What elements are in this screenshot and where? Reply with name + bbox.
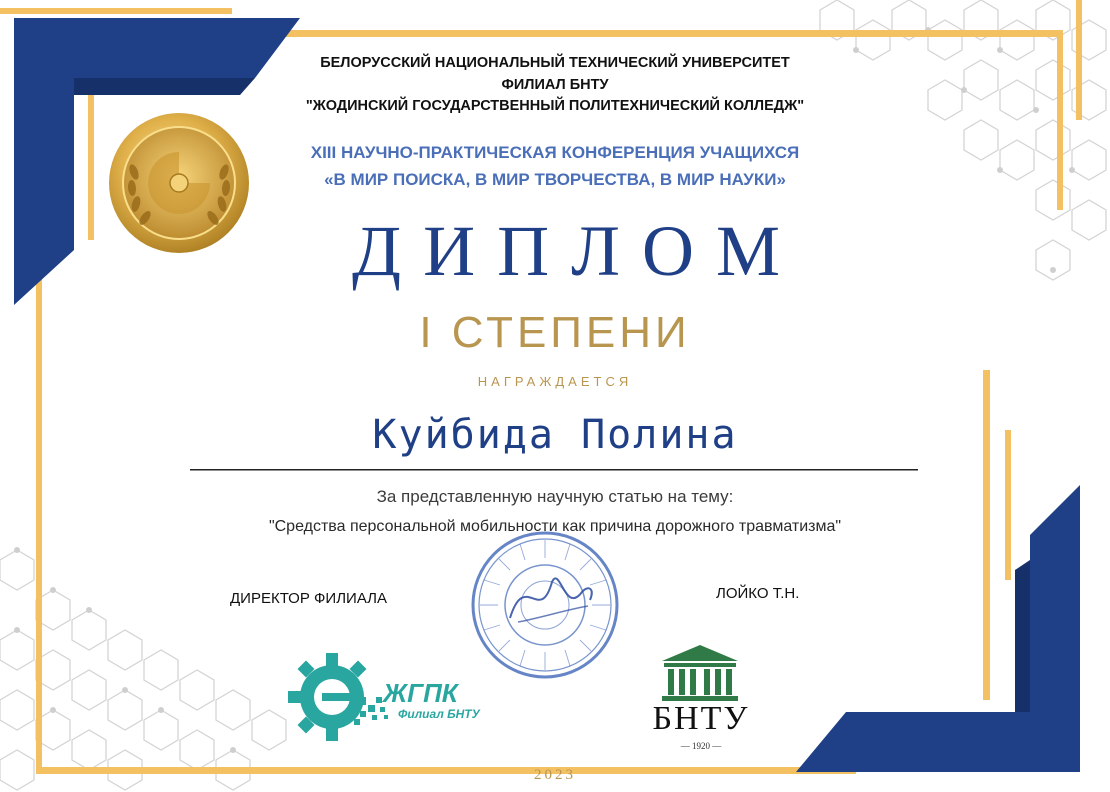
- recipient-underline: [190, 469, 918, 471]
- director-role: ДИРЕКТОР ФИЛИАЛА: [230, 590, 388, 607]
- university-name: БЕЛОРУССКИЙ НАЦИОНАЛЬНЫЙ ТЕХНИЧЕСКИЙ УНИВЕРСИТЕТ: [320, 55, 790, 71]
- awarded-label: НАГРАЖДАЕТСЯ: [477, 374, 633, 389]
- diploma-title: ДИПЛОМ: [352, 211, 802, 291]
- branch-name: ФИЛИАЛ БНТУ: [501, 77, 609, 93]
- description-text: За представленную научную статью на тему:: [376, 487, 734, 506]
- zhgpk-logo-subtitle: Филиал БНТУ: [398, 707, 480, 721]
- director-name: ЛОЙКО Т.Н.: [716, 585, 800, 602]
- bntu-logo-title: БНТУ: [652, 700, 750, 737]
- recipient-name: Куйбида Полина: [372, 412, 738, 458]
- hexagon-dots-bottom-left: [14, 547, 236, 753]
- conference-motto: «В МИР ПОИСКА, В МИР ТВОРЧЕСТВА, В МИР НАУКИ»: [324, 170, 786, 189]
- footer-year: 2023: [534, 767, 576, 783]
- bntu-logo-building-icon: [660, 643, 740, 703]
- college-name: "ЖОДИНСКИЙ ГОСУДАРСТВЕННЫЙ ПОЛИТЕХНИЧЕСКИЙ КОЛЛЕДЖ": [305, 98, 805, 114]
- paper-topic: "Средства персональной мобильности как причина дорожного травматизма": [268, 518, 842, 535]
- conference-title: XIII НАУЧНО-ПРАКТИЧЕСКАЯ КОНФЕРЕНЦИЯ УЧАЩИХСЯ: [310, 143, 800, 162]
- zhgpk-logo-title: ЖГПК: [383, 678, 458, 708]
- hexagon-pattern-bottom-left: [0, 550, 286, 790]
- diploma-degree: I СТЕПЕНИ: [419, 308, 691, 357]
- bntu-logo-year: — 1920 —: [680, 741, 722, 751]
